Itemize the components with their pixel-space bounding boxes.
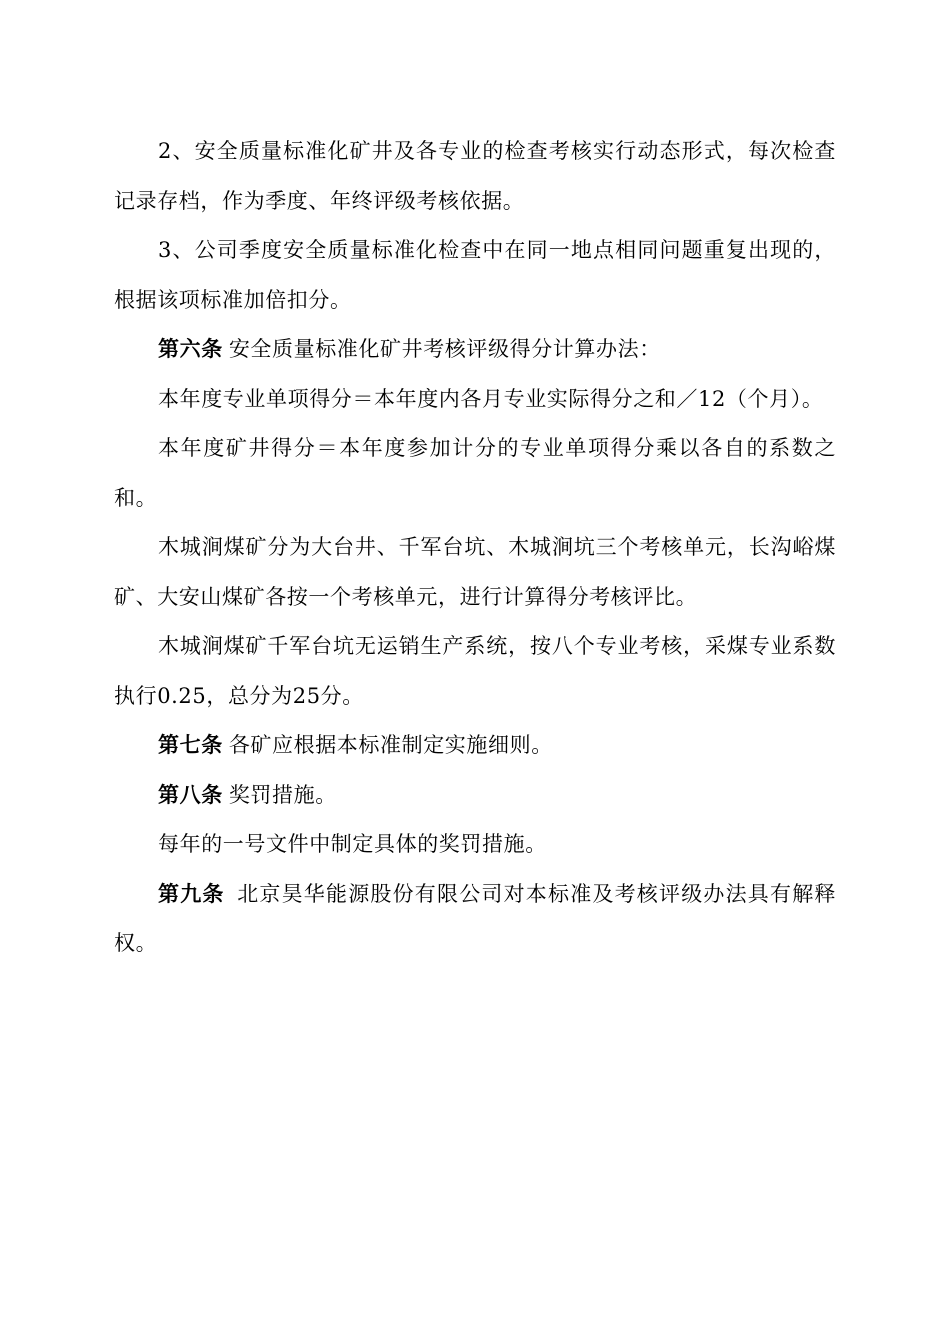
article-heading: 第八条: [158, 782, 223, 807]
paragraph-text: 木城涧煤矿千军台坑无运销生产系统，按八个专业考核，采煤专业系数执行0.25，总分为25分。: [114, 634, 836, 708]
article-7-paragraph: [114, 721, 836, 771]
paragraph-text: 2、安全质量标准化矿井及各专业的检查考核实行动态形式，每次检查记录存档，作为季度、年终评级考核依据。: [114, 139, 836, 213]
article-8-paragraph: [114, 771, 836, 821]
paragraph-text: 木城涧煤矿分为大台井、千军台坑、木城涧坑三个考核单元，长沟峪煤矿、大安山煤矿各按一个考核单元，进行计算得分考核评比。: [114, 535, 836, 609]
paragraph-text: 各矿应根据本标准制定实施细则。: [228, 733, 553, 757]
paragraph-text: 本年度矿井得分＝本年度参加计分的专业单项得分乘以各自的系数之和。: [114, 436, 836, 510]
paragraph-1: [114, 127, 836, 226]
paragraph-10: [114, 820, 836, 870]
document-body: [114, 127, 836, 969]
paragraph-5: [114, 424, 836, 523]
paragraph-7: [114, 622, 836, 721]
paragraph-text: 每年的一号文件中制定具体的奖罚措施。: [158, 832, 547, 856]
paragraph-6: [114, 523, 836, 622]
article-heading: 第九条: [158, 881, 225, 906]
article-heading: 第七条: [158, 733, 223, 757]
paragraph-text: 北京昊华能源股份有限公司对本标准及考核评级办法具有解释权。: [114, 881, 836, 955]
paragraph-2: [114, 226, 836, 325]
article-9-paragraph: [114, 870, 836, 969]
paragraph-text: 安全质量标准化矿井考核评级得分计算办法：: [228, 337, 661, 361]
article-6-paragraph: [114, 325, 836, 375]
paragraph-text: 3、公司季度安全质量标准化检查中在同一地点相同问题重复出现的，根据该项标准加倍扣分。: [114, 238, 836, 312]
paragraph-text: 本年度专业单项得分＝本年度内各月专业实际得分之和／12（个月）。: [158, 386, 824, 411]
paragraph-4: [114, 375, 836, 425]
paragraph-text: 奖罚措施。: [228, 782, 337, 807]
article-heading: 第六条: [158, 337, 223, 361]
